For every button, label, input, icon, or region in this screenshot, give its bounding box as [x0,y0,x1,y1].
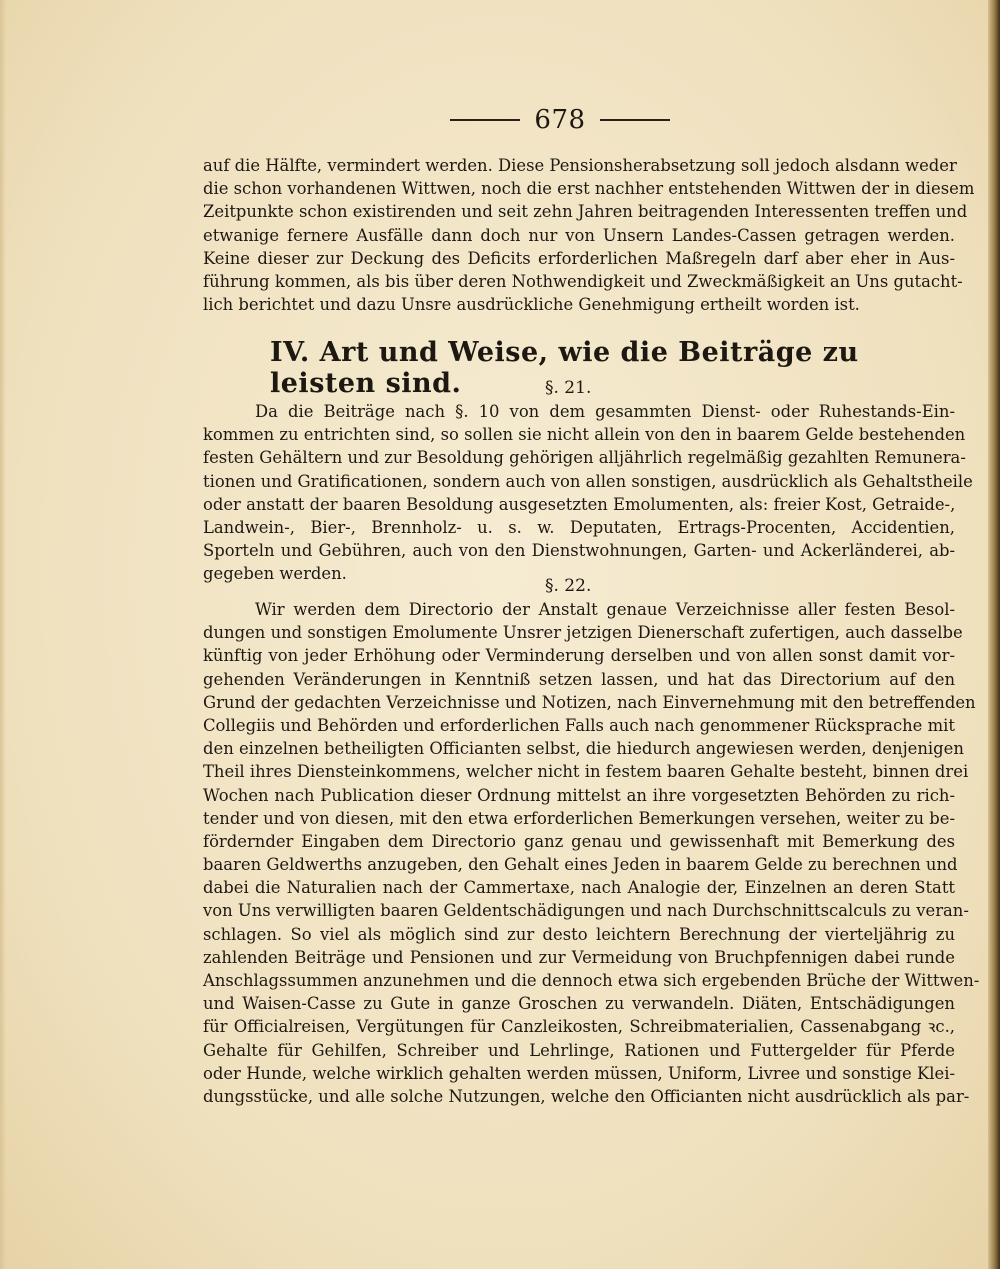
text-line: kommen zu entrichten sind, so sollen sie nicht allein von den in baarem Gelde bestehenden [203,425,966,445]
text-line: den einzelnen betheiligten Officianten selbst, die hiedurch angewiesen werden, denjenigen [203,739,964,759]
text-line: lich berichtet und dazu Unsre ausdrückliche Genehmigung ertheilt worden ist. [203,295,860,315]
page-header [430,102,690,138]
text-line: Theil ihres Diensteinkommens, welcher nicht in festem baaren Gehalte besteht, binnen drei [203,762,969,782]
text-line: Zeitpunkte schon existirenden und seit zehn Jahren beitragenden Interessenten treffen und [203,202,968,222]
text-line: schlagen. So viel als möglich sind zur desto leichtern Berechnung der vierteljährig zu [203,924,955,944]
text-line: dungsstücke, und alle solche Nutzungen, welche den Officianten nicht ausdrücklich als par- [203,1086,970,1106]
text-line: die schon vorhandenen Wittwen, noch die erst nachher entstehenden Wittwen der in diesem [203,179,975,199]
page-binding-edge [988,0,1000,1269]
text-line: zahlenden Beiträge und Pensionen und zur Vermeidung von Bruchpfennigen dabei runde [203,947,955,967]
text-line: für Officialreisen, Vergütungen für Canzleikosten, Schreibmaterialien, Cassenabgang ꝛc., [203,1017,955,1037]
text-line: gegeben werden. [203,564,347,584]
paragraph-21 [203,400,973,586]
text-line: Grund der gedachten Verzeichnisse und Notizen, nach Einvernehmung mit den betreffenden [203,692,976,712]
text-line: dungen und sonstigen Emolumente Unsrer jetzigen Dienerschaft zufertigen, auch dasselbe [203,623,963,643]
text-line: Landwein-, Bier-, Brennholz- u. s. w. Deputaten, Ertrags-Procenten, Accidentien, [203,517,955,537]
text-line: Keine dieser zur Deckung des Deficits erforderlichen Maßregeln darf aber eher in Aus- [203,248,955,268]
text-line: Wochen nach Publication dieser Ordnung mittelst an ihre vorgesetzten Behörden zu rich- [203,785,955,805]
text-line: baaren Geldwerths anzugeben, den Gehalt eines Jeden in baarem Gelde zu berechnen und [203,855,958,875]
text-line: dabei die Naturalien nach der Cammertaxe, nach Analogie der, Einzelnen an deren Statt [203,878,955,898]
text-line: oder Hunde, welche wirklich gehalten werden müssen, Uniform, Livree und sonstige Klei- [203,1063,955,1083]
paragraph-22 [203,598,980,1108]
text-line: gehenden Veränderungen in Kenntniß setzen lassen, und hat das Directorium auf den [203,669,955,689]
text-line: Collegiis und Behörden und erforderlichen Falls auch nach genommener Rücksprache mit [203,715,955,735]
text-line: führung kommen, als bis über deren Nothwendigkeit und Zweckmäßigkeit an Uns gutacht- [203,271,963,291]
page-number: 678 [534,105,586,135]
header-rule-left [450,119,520,121]
text-line: etwanige fernere Ausfälle dann doch nur von Unsern Landes-Cassen getragen werden. [203,225,955,245]
text-line: fördernder Eingaben dem Directorio ganz genau und gewissenhaft mit Bemerkung des [203,831,955,851]
text-line: von Uns verwilligten baaren Geldentschädigungen und nach Durchschnittscalculs zu veran- [203,901,969,921]
text-line: festen Gehältern und zur Besoldung gehörigen alljährlich regelmäßig gezahlten Remunera- [203,448,966,468]
text-line: tender und von diesen, mit den etwa erforderlichen Bemerkungen versehen, weiter zu be- [203,808,955,828]
text-line: oder anstatt der baaren Besoldung ausgesetzten Emolumenten, als: freier Kost, Getraide-, [203,494,956,514]
text-line: und Waisen-Casse zu Gute in ganze Groschen zu verwandeln. Diäten, Entschädigungen [203,994,955,1014]
text-line: tionen und Gratificationen, sondern auch von allen sonstigen, ausdrücklich als Gehaltstheile [203,471,973,491]
page-left-edge [0,0,6,1269]
header-rule-right [600,119,670,121]
text-line: Da die Beiträge nach §. 10 von dem gesammten Dienst- oder Ruhestands-Ein- [255,402,955,421]
text-line: Wir werden dem Directorio der Anstalt genaue Verzeichnisse aller festen Besol- [255,600,955,619]
text-line: Anschlagssummen anzunehmen und die dennoch etwa sich ergebenden Brüche der Wittwen- [203,971,980,990]
section-mark-22: §. 22. [545,576,592,596]
text-line: Gehalte für Gehilfen, Schreiber und Lehrlinge, Rationen und Futtergelder für Pferde [203,1040,955,1060]
text-line: Sporteln und Gebühren, auch von den Dienstwohnungen, Garten- und Ackerländerei, ab- [203,541,955,561]
text-line: künftig von jeder Erhöhung oder Verminderung derselben und von allen sonst damit vor- [203,646,955,666]
section-heading: IV. Art und Weise, wie die Beiträge zu leisten sind. [270,337,859,399]
text-line: auf die Hälfte, vermindert werden. Diese Pensionsherabsetzung soll jedoch alsdann weder [203,156,957,175]
paragraph-continuation [203,154,975,316]
section-mark-21: §. 21. [545,378,592,398]
